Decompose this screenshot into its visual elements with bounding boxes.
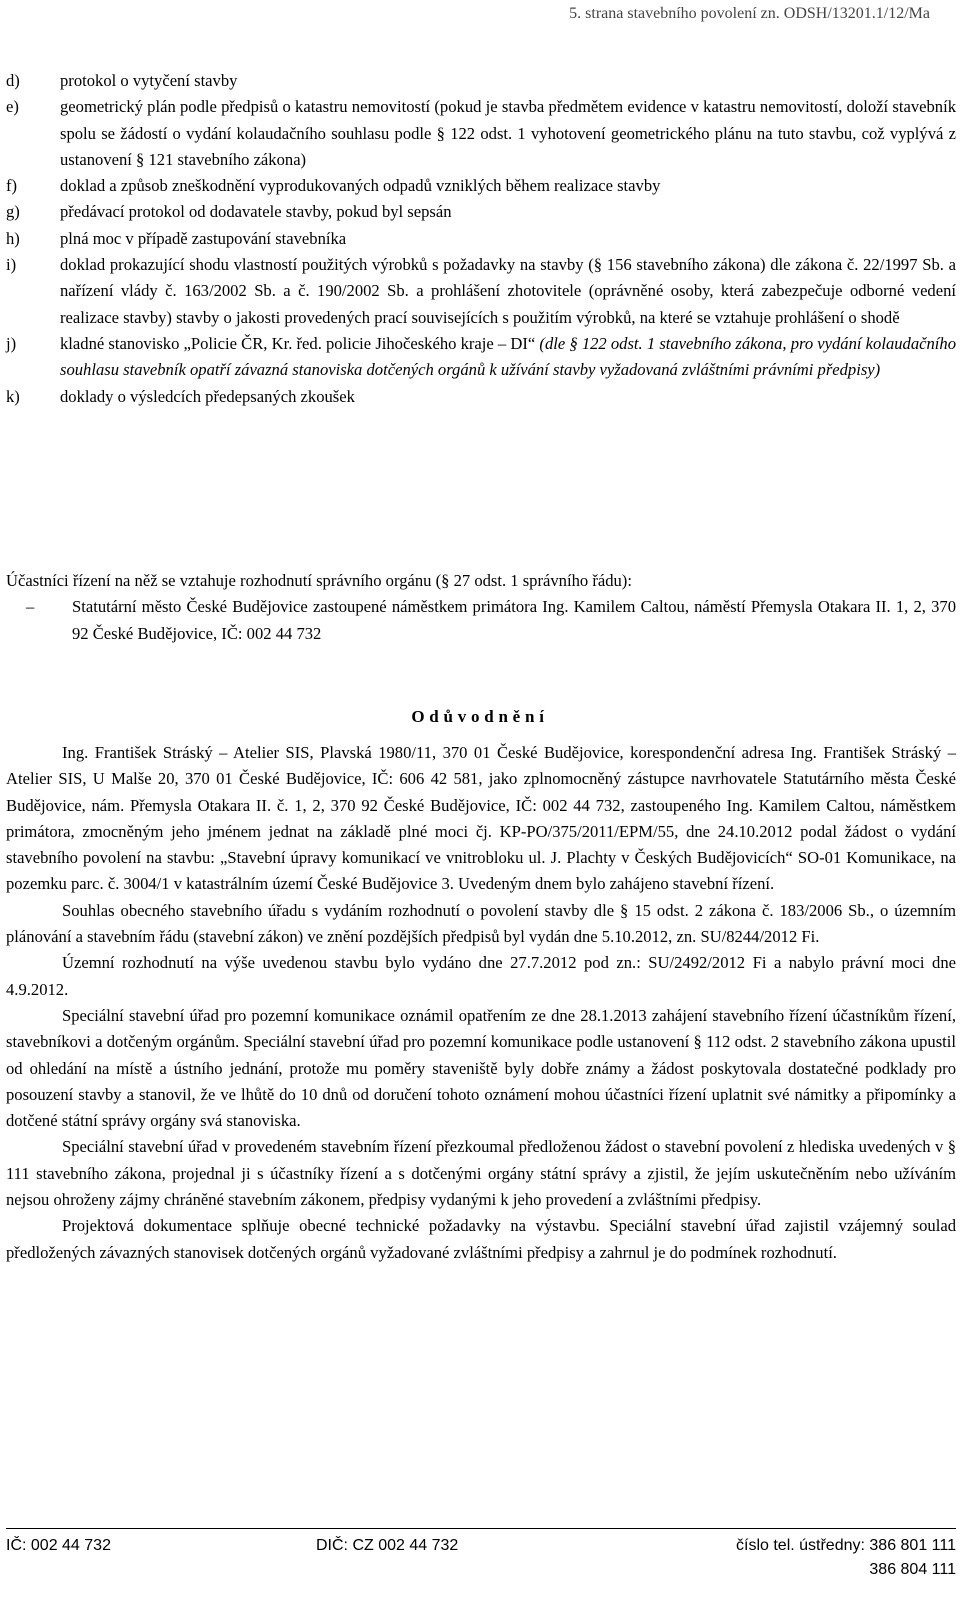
list-item-text: doklady o výsledcích předepsaných zkoušek [60, 386, 355, 406]
list-item: h) plná moc v případě zastupování stavebníka [6, 228, 347, 248]
participant-item [6, 594, 956, 647]
attachments-list [6, 68, 956, 410]
footer-divider [6, 1528, 956, 1529]
footer-dic: DIČ: CZ 002 44 732 [316, 1537, 459, 1554]
paragraph: Projektová dokumentace splňuje obecné technické požadavky na výstavbu. Speciální stavební úřad zajistil vzájemný soulad předložených závazných stanovisek dotčených orgánů vyžadované zvláštními předpisy a zahrnul je do podmínek rozhodnutí. [6, 1216, 956, 1262]
list-item: f) doklad a způsob zneškodnění vyprodukovaných odpadů vzniklých během realizace stavby [6, 176, 661, 196]
page-header: 5. strana stavebního povolení zn. ODSH/13201.1/12/Ma [569, 5, 930, 22]
paragraph: Ing. František Stráský – Atelier SIS, Plavská 1980/11, 370 01 České Budějovice, korespondenční adresa Ing. František Stráský – Atelier SIS, U Malše 20, 370 01 České Budějovice, IČ: 606 42 581, jako zplnomocněný zástupce navrhovatele Statutárního města České Budějovice, nám. Přemysla Otakara II. č. 1, 2, 370 92 České Budějovice, IČ: 002 44 732, zastoupeného Ing. Kamilem Caltou, náměstkem primátora, zmocněným jeho jménem jednat na základě plné moci čj. KP-PO/375/2011/EPM/55, dne 24.10.2012 podal žádost o vydání stavebního povolení na stavbu: „Stavební úpravy komunikací ve vnitrobloku ul. J. Plachty v Českých Budějovicích“ SO-01 Komunikace, na pozemku parc. č. 3004/1 v katastrálním území České Budějovice 3. Uvedeným dnem bylo zahájeno stavební řízení. [6, 743, 956, 894]
paragraph: Souhlas obecného stavebního úřadu s vydáním rozhodnutí o povolení stavby dle § 15 odst. 2 zákona č. 183/2006 Sb., o územním plánování a stavebním řádu (stavební zákon) ve znění pozdějších předpisů byl vydán dne 5.10.2012, zn. SU/8244/2012 Fi. [6, 900, 956, 947]
list-item-text: protokol o vytyčení stavby [60, 71, 238, 90]
footer-ico: IČ: 002 44 732 [6, 1537, 111, 1554]
paragraph: Speciální stavební úřad v provedeném stavebním řízení přezkoumal předloženou žádost o stavební povolení z hlediska uvedených v § 111 stavebního zákona, projednal ji s účastníky řízení a s dotčenými orgány státní správy a zjistil, že jejím uskutečněním nebo užíváním nejsou ohroženy zájmy chráněné stavebním zákonem, předpisy vydanými k jeho provedení a zvláštními předpisy. [6, 1137, 956, 1210]
list-item: e) geometrický plán podle předpisů o katastru nemovitostí (pokud je stavba předmětem evidence v katastru nemovitostí, doloží stavebník spolu se žádostí o vydání kolaudačního souhlasu podle § 122 odst. 1 vyhotovení geometrického plánu na tuto stavbu, což vyplývá z ustanovení § 121 stavebního zákona) [6, 97, 956, 169]
justification-text [6, 740, 956, 1266]
list-item: d) protokol o vytyčení stavby [6, 71, 238, 90]
section-heading: Odůvodnění [411, 707, 549, 726]
list-item-text: doklad a způsob zneškodnění vyprodukovaných odpadů vzniklých během realizace stavby [60, 176, 661, 196]
footer-phone-2: 386 804 111 [869, 1561, 956, 1578]
paragraph: Územní rozhodnutí na výše uvedenou stavbu bylo vydáno dne 27.7.2012 pod zn.: SU/2492/2012 Fi a nabylo právní moci dne 4.9.2012. [6, 953, 956, 999]
list-item-text: doklad prokazující shodu vlastností použitých výrobků s požadavky na stavby (§ 156 stavebního zákona) dle zákona č. 22/1997 Sb. a nařízení vlády č. 163/2002 Sb. a č. 190/2002 Sb. a prohlášení zhotovitele (oprávněné osoby, která zabezpečuje odborné vedení realizace stavby) stavby o jakosti provedených prací souvisejících s použitím výrobků, na které se vztahuje prohlášení o shodě [60, 255, 956, 327]
paragraph: Speciální stavební úřad pro pozemní komunikace oznámil opatřením ze dne 28.1.2013 zahájení stavebního řízení účastníkům řízení, stavebníkovi a dotčeným orgánům. Speciální stavební úřad pro pozemní komunikace podle ustanovení § 112 odst. 2 stavebního zákona upustil od ohledání na místě a ústního jednání, protože mu poměry staveniště byly dobře známy a žádost poskytovala dostatečné podklady pro posouzení stavby a stanovil, že ve lhůtě do 10 dnů od doručení tohoto oznámení mohou účastníci řízení uplatnit své námitky a připomínky a dotčené státní správy orgány svá stanoviska. [6, 1005, 956, 1131]
footer-phone: číslo tel. ústředny: 386 801 111 [736, 1537, 956, 1554]
participants-intro: Účastníci řízení na něž se vztahuje rozhodnutí správního orgánu (§ 27 odst. 1 správního řádu): [6, 571, 632, 590]
list-item: j) kladné stanovisko „Policie ČR, Kr. řed. policie Jihočeského kraje – DI“ (dle § 122 odst. 1 stavebního zákona, pro vydání kolaudačního souhlasu stavebník opatří závazná stanoviska dotčených orgánů k užívání stavby vyžadovaná zvláštními právními předpisy) [6, 333, 957, 380]
list-item: g) předávací protokol od dodavatele stavby, pokud byl sepsán [6, 202, 452, 222]
list-item-text: plná moc v případě zastupování stavebníka [60, 228, 347, 248]
list-item-text: kladné stanovisko „Policie ČR, Kr. řed. policie Jihočeského kraje – DI“ [60, 333, 536, 353]
list-item: k) doklady o výsledcích předepsaných zkoušek [6, 386, 355, 406]
list-item-text: předávací protokol od dodavatele stavby, pokud byl sepsán [60, 202, 452, 222]
list-item-text: geometrický plán podle předpisů o katastru nemovitostí (pokud je stavba předmětem evidence v katastru nemovitostí, doloží stavebník spolu se žádostí o vydání kolaudačního souhlasu podle § 122 odst. 1 vyhotovení geometrického plánu na tuto stavbu, což vyplývá z ustanovení § 121 stavebního zákona) [60, 97, 956, 169]
list-item: i) doklad prokazující shodu vlastností použitých výrobků s požadavky na stavby (§ 156 stavebního zákona) dle zákona č. 22/1997 Sb. a nařízení vlády č. 163/2002 Sb. a č. 190/2002 Sb. a prohlášení zhotovitele (oprávněné osoby, která zabezpečuje odborné vedení realizace stavby) stavby o jakosti provedených prací souvisejících s použitím výrobků, na které se vztahuje prohlášení o shodě [6, 255, 956, 327]
list-item-italic-text: (dle § 122 odst. 1 stavebního zákona, pro vydání kolaudačního souhlasu stavebník opatří závazná stanoviska dotčených orgánů k užívání stavby vyžadovaná zvláštními právními předpisy) [60, 333, 957, 380]
dash-bullet: – [26, 597, 35, 617]
participants-section [6, 568, 956, 647]
participant-text: Statutární město České Budějovice zastoupené náměstkem primátora Ing. Kamilem Caltou, náměstí Přemysla Otakara II. 1, 2, 370 92 České Budějovice, IČ: 002 44 732 [72, 597, 956, 643]
